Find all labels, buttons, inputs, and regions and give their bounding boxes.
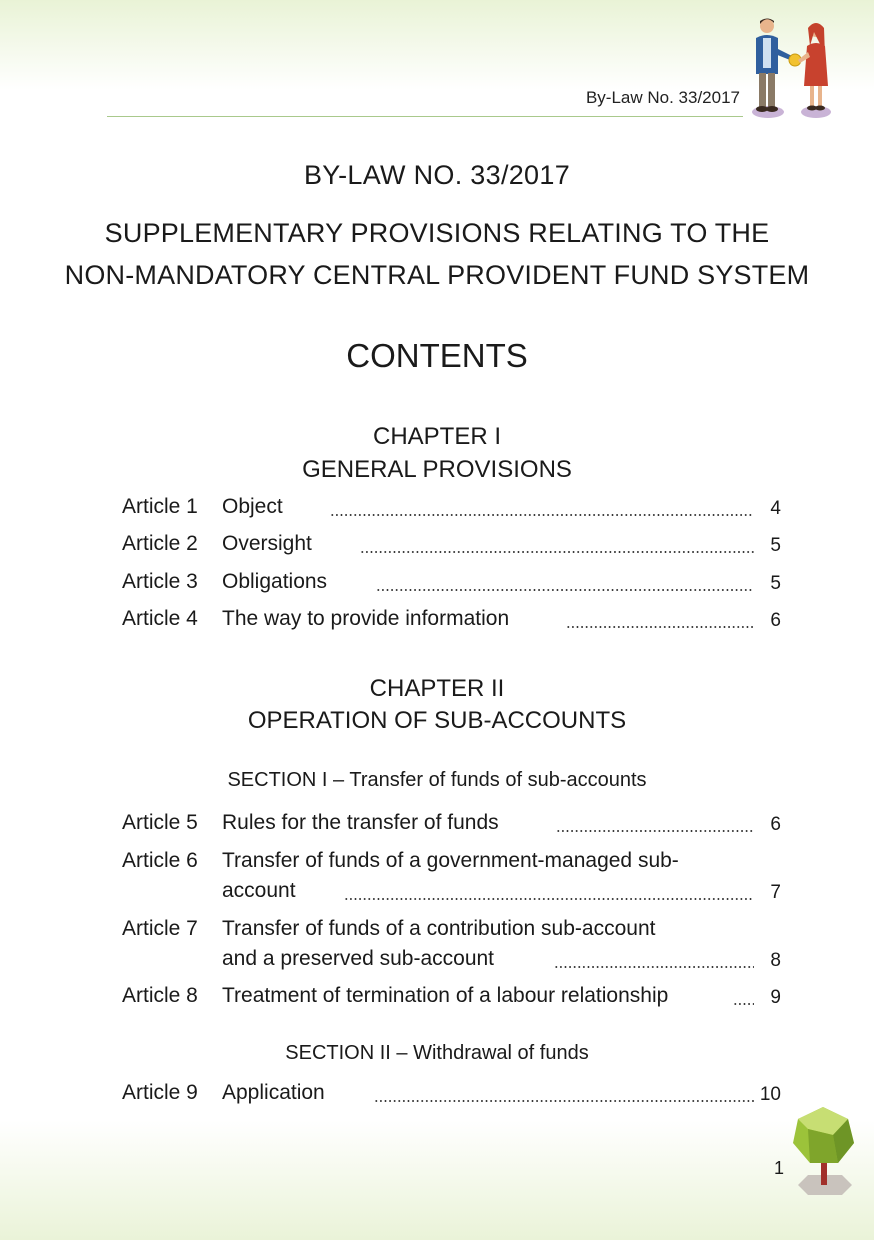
chapter-1-number: CHAPTER I — [372, 423, 501, 450]
toc-entry[interactable] — [0, 1081, 874, 1111]
section-2-heading: SECTION II – Withdrawal of funds — [285, 1042, 589, 1064]
dot-leader — [344, 896, 754, 902]
tree-icon — [788, 1105, 858, 1197]
article-title-line1: Transfer of funds of a contribution sub-account — [222, 917, 656, 940]
page-reference: 9 — [770, 987, 781, 1008]
toc-entry[interactable] — [0, 811, 874, 841]
dot-leader — [556, 828, 754, 834]
toc-entry[interactable] — [0, 984, 874, 1014]
toc-entry[interactable] — [0, 495, 874, 525]
toc-entry[interactable] — [0, 532, 874, 562]
article-number: Article 7 — [122, 917, 198, 940]
article-title: Rules for the transfer of funds — [222, 811, 499, 834]
page-reference: 10 — [759, 1084, 781, 1105]
article-title: Obligations — [222, 570, 328, 593]
document-subtitle-line2: NON-MANDATORY CENTRAL PROVIDENT FUND SYSTEM — [64, 260, 810, 290]
contents-heading: CONTENTS — [346, 337, 528, 374]
running-header: By-Law No. 33/2017 — [585, 88, 740, 107]
article-number: Article 6 — [122, 849, 198, 872]
article-number: Article 8 — [122, 984, 198, 1007]
chapter-2-number: CHAPTER II — [369, 675, 505, 702]
article-number: Article 1 — [122, 495, 198, 518]
page-reference: 6 — [770, 814, 781, 835]
article-title: Object — [222, 495, 283, 518]
chapter-2-name: OPERATION OF SUB-ACCOUNTS — [247, 707, 627, 734]
article-title-line2: and a preserved sub-account — [222, 947, 495, 970]
section-1-heading: SECTION I – Transfer of funds of sub-accounts — [227, 769, 647, 791]
article-title: Oversight — [222, 532, 312, 555]
page-reference: 5 — [770, 535, 781, 556]
toc-entry[interactable] — [0, 849, 874, 909]
document-subtitle-line1: SUPPLEMENTARY PROVISIONS RELATING TO THE — [104, 218, 770, 248]
dot-leader — [376, 587, 754, 593]
dot-leader — [566, 624, 754, 630]
article-number: Article 5 — [122, 811, 198, 834]
toc-entry[interactable] — [0, 917, 874, 977]
page-reference: 4 — [770, 498, 781, 519]
toc-entry[interactable] — [0, 570, 874, 600]
article-title: Treatment of termination of a labour relationship — [222, 984, 669, 1007]
chapter-1-name: GENERAL PROVISIONS — [302, 456, 572, 483]
toc-entry[interactable] — [0, 607, 874, 637]
couple-exchanging-coin-icon — [748, 16, 838, 122]
article-title-line2: account — [222, 879, 296, 902]
dot-leader — [360, 549, 754, 555]
article-title: Application — [222, 1081, 325, 1104]
document-title: BY-LAW NO. 33/2017 — [303, 160, 571, 190]
page-number: 1 — [774, 1158, 785, 1178]
article-number: Article 3 — [122, 570, 198, 593]
dot-leader — [374, 1098, 754, 1104]
article-number: Article 4 — [122, 607, 198, 630]
dot-leader — [330, 512, 754, 518]
page-reference: 6 — [770, 610, 781, 631]
dot-leader — [554, 964, 754, 970]
article-title: The way to provide information — [222, 607, 510, 630]
article-number: Article 9 — [122, 1081, 198, 1104]
page-reference: 5 — [770, 573, 781, 594]
page-reference: 7 — [770, 882, 781, 903]
header-divider — [107, 116, 743, 117]
article-title-line1: Transfer of funds of a government-managed sub- — [222, 849, 679, 872]
page-reference: 8 — [770, 950, 781, 971]
article-number: Article 2 — [122, 532, 198, 555]
